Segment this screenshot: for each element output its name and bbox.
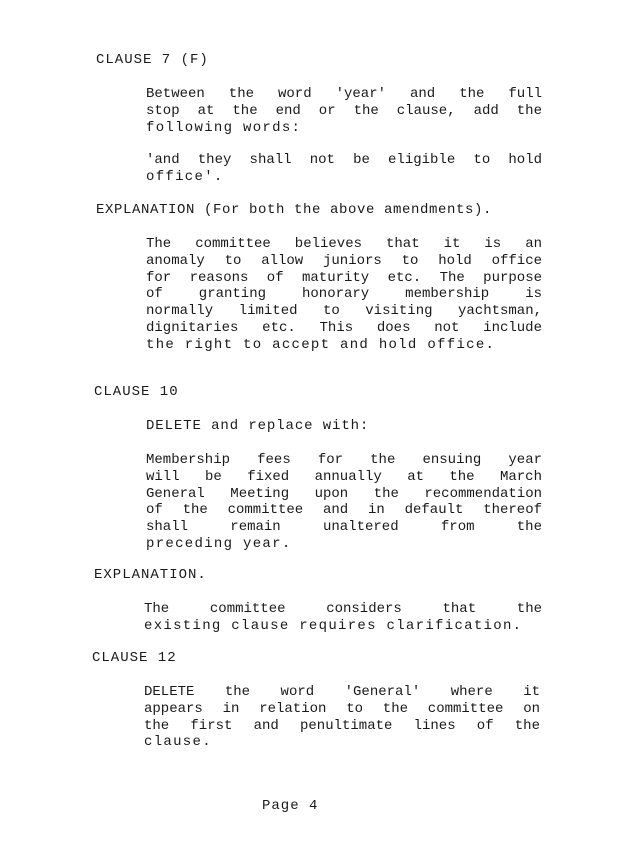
text-line: anomaly to allow juniors to hold office [146,252,542,269]
text-line: Membership fees for the ensuing year [146,452,542,468]
text-line: Between the word 'year' and the full [146,86,542,102]
clause-10-replacement-text [146,452,542,553]
text-line: appears in relation to the committee on [144,700,540,717]
text-line: will be fixed annually at the March [146,468,542,485]
text-line: shall remain unaltered from the [146,519,542,536]
text-line: preceding year. [146,535,292,552]
text-line: existing clause requires clarification. [144,617,523,634]
text-line: The committee believes that it is an [146,236,542,252]
text-line: normally limited to visiting yachtsman, [146,303,542,320]
section-heading-explanation-1: EXPLANATION (For both the above amendments). [96,202,493,218]
section-heading-explanation-2: EXPLANATION. [94,567,207,583]
text-line: DELETE and replace with: [146,418,370,434]
text-line: General Meeting upon the recommendation [146,485,542,502]
text-line: of the committee and in default thereof [146,502,542,519]
text-line: the right to accept and hold office. [146,336,496,353]
text-line: clause. [144,734,212,751]
text-line: for reasons of maturity etc. The purpose [146,269,542,286]
text-line: following words: [146,119,302,136]
explanation-1-body [146,236,542,354]
section-heading-clause-7f: CLAUSE 7 (F) [96,52,209,68]
section-heading-clause-10: CLAUSE 10 [94,384,179,400]
explanation-2-body [144,601,542,635]
clause-7f-instruction [146,86,542,136]
text-line: 'and they shall not be eligible to hold [146,152,542,168]
text-line: stop at the end or the clause, add the [146,102,542,119]
page-number: Page 4 [262,798,319,814]
section-heading-clause-12: CLAUSE 12 [92,650,177,666]
text-line: office'. [146,168,224,185]
text-line: the first and penultimate lines of the [144,717,540,734]
clause-10-instruction [146,418,542,435]
clause-7f-added-words [146,152,542,186]
clause-12-instruction [144,684,540,751]
text-line: DELETE the word 'General' where it [144,684,540,700]
text-line: of granting honorary membership is [146,286,542,303]
text-line: dignitaries etc. This does not include [146,319,542,336]
text-line: The committee considers that the [144,601,542,617]
